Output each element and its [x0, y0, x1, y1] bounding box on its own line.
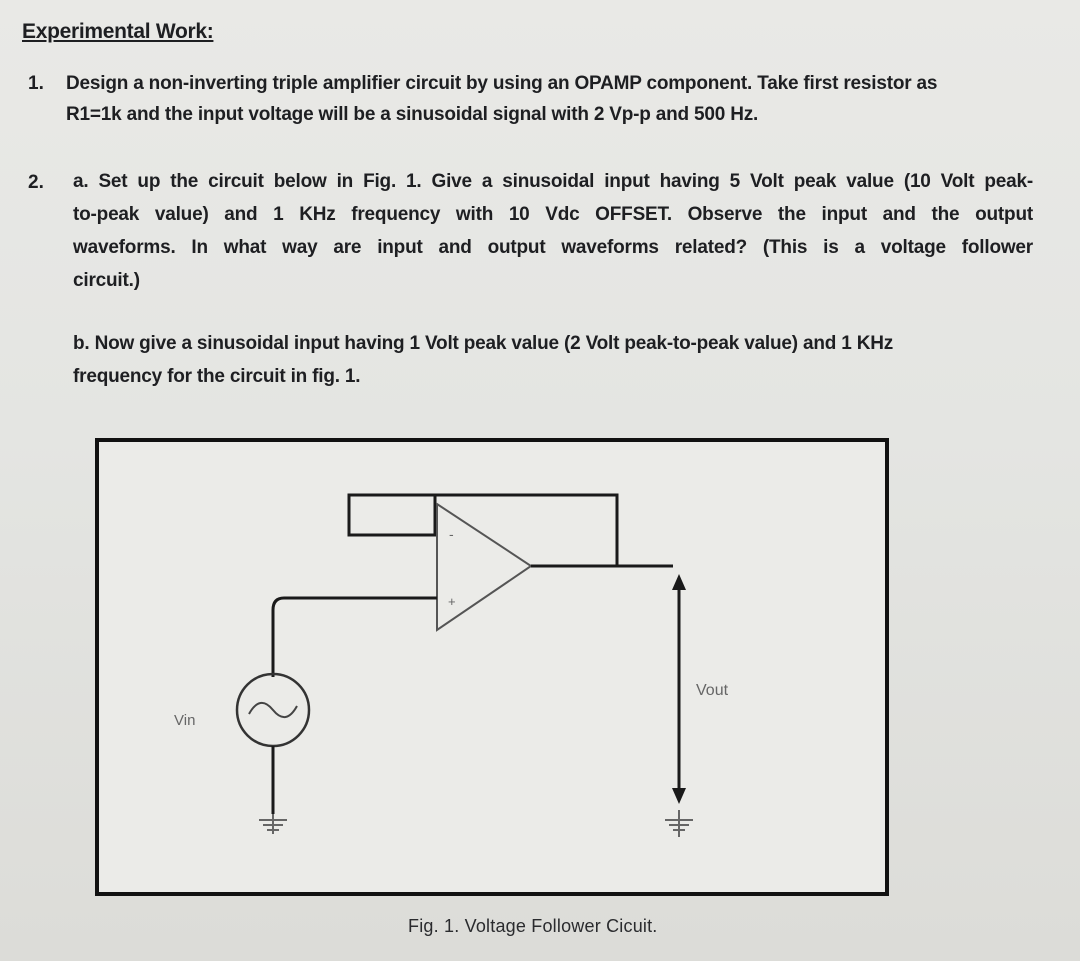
item-1-text [66, 68, 1056, 130]
figure-caption: Fig. 1. Voltage Follower Cicuit. [408, 916, 658, 936]
vout-arrow-down-icon [672, 788, 686, 804]
ground-icon-right [665, 810, 693, 837]
ground-icon-left [259, 814, 287, 834]
opamp-plus-label: + [448, 594, 456, 609]
item-2a-line-1: a. Set up the circuit below in Fig. 1. Give a sinusoidal input having 5 Volt peak value (10 Volt peak- [73, 171, 1033, 192]
item-2a-line-3: waveforms. In what way are input and output waveforms related? (This is a voltage follower [73, 237, 1033, 258]
input-wire [273, 598, 437, 677]
vin-label: Vin [174, 712, 196, 729]
item-2-number: 2. [28, 172, 44, 193]
item-2b-text [73, 327, 1043, 393]
item-2a-text [73, 165, 1033, 297]
item-1-number: 1. [28, 73, 44, 94]
opamp-minus-label: - [449, 526, 454, 542]
item-1-line-1: Design a non-inverting triple amplifier circuit by using an OPAMP component. Take first resistor as [66, 73, 938, 94]
opamp-icon [437, 504, 531, 630]
item-2a-line-4: circuit.) [73, 270, 140, 291]
item-2b-line-1: b. Now give a sinusoidal input having 1 Volt peak value (2 Volt peak-to-peak value) and 1 KHz [73, 333, 894, 354]
voltage-follower-circuit-diagram [99, 442, 885, 892]
vout-arrow-up-icon [672, 574, 686, 590]
item-1-line-2: R1=1k and the input voltage will be a sinusoidal signal with 2 Vp-p and 500 Hz. [66, 104, 759, 125]
vout-label: Vout [696, 682, 729, 699]
item-2a-line-2: to-peak value) and 1 KHz frequency with 10 Vdc OFFSET. Observe the input and the output [73, 204, 1033, 225]
sine-wave-icon [249, 703, 297, 717]
item-2b-line-2: frequency for the circuit in fig. 1. [73, 366, 361, 387]
circuit-figure [95, 438, 889, 896]
section-heading: Experimental Work: [22, 20, 214, 43]
